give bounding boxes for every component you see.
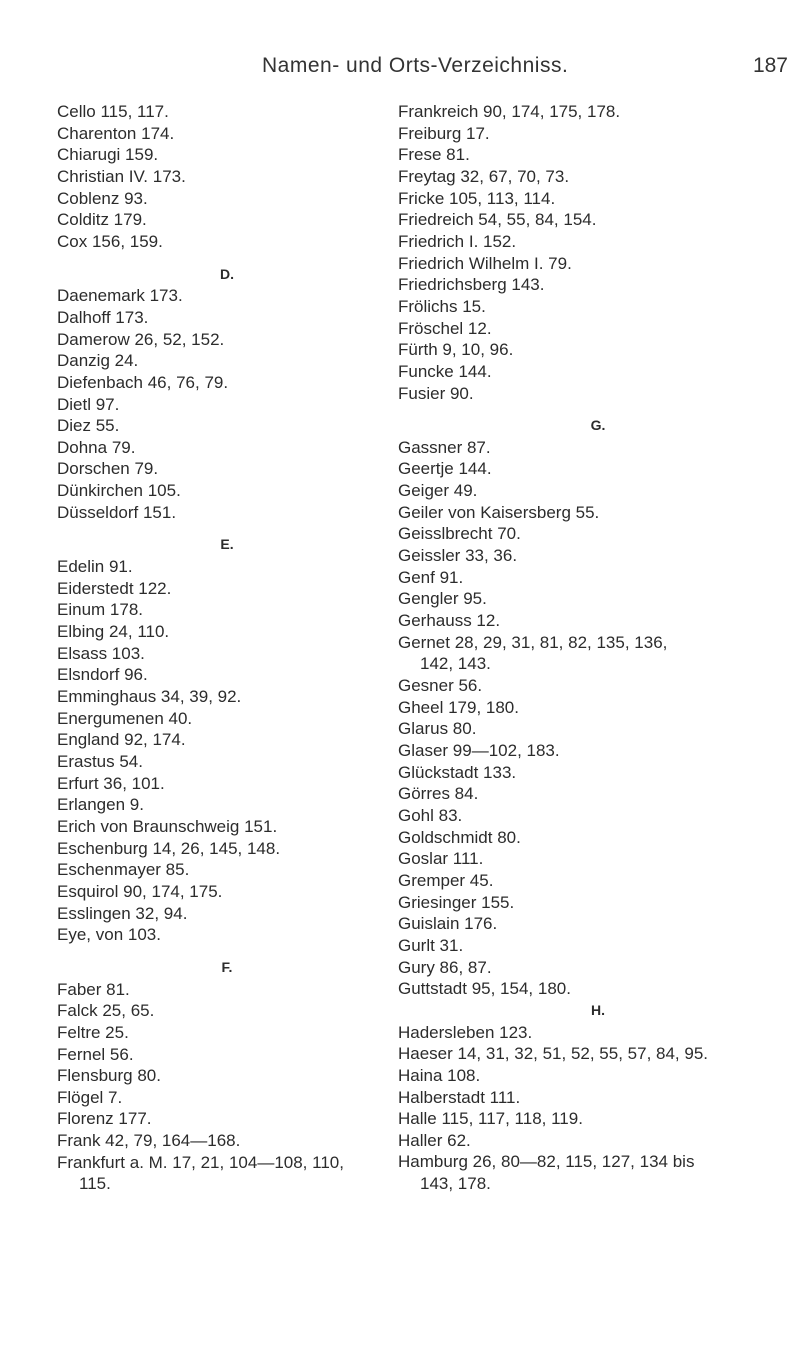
index-entry: Fürth 9, 10, 96.: [398, 340, 514, 360]
index-entry: Dorschen 79.: [57, 459, 159, 479]
index-entry: Halle 115, 117, 118, 119.: [398, 1109, 583, 1129]
index-entry: Gurlt 31.: [398, 935, 464, 955]
index-entry: Frankreich 90, 174, 175, 178.: [398, 102, 621, 121]
index-entry: Hadersleben 123.: [398, 1022, 533, 1042]
index-entry: Frankfurt a. M. 17, 21, 104—108, 110,: [57, 1152, 344, 1172]
index-entry: Halberstadt 111.: [398, 1087, 521, 1107]
index-entry: Haeser 14, 31, 32, 51, 52, 55, 57, 84, 95.: [398, 1044, 709, 1064]
index-entry: Gremper 45.: [398, 870, 494, 890]
index-entry: Erfurt 36, 101.: [57, 773, 165, 793]
index-entry: Gohl 83.: [398, 805, 463, 825]
section-letter-d: D.: [220, 265, 234, 282]
page-header: [0, 52, 800, 84]
index-entry: Dietl 97.: [57, 394, 120, 414]
index-entry: Energumenen 40.: [57, 708, 193, 728]
index-column-left: [57, 101, 397, 1195]
index-entry: Geertje 144.: [398, 459, 492, 479]
index-entry: Faber 81.: [57, 979, 130, 999]
index-entry: Flögel 7.: [57, 1087, 123, 1107]
index-entry: Friedrichsberg 143.: [398, 275, 545, 295]
index-entry: Eye, von 103.: [57, 925, 161, 945]
section-letter-f: F.: [221, 958, 233, 975]
index-entry: Gesner 56.: [398, 676, 483, 696]
index-entry: Emminghaus 34, 39, 92.: [57, 687, 242, 707]
index-entry: Geissler 33, 36.: [398, 546, 518, 566]
index-entry: Gury 86, 87.: [398, 957, 492, 977]
index-entry: Dalhoff 173.: [57, 307, 149, 327]
index-entry: Freytag 32, 67, 70, 73.: [398, 166, 570, 186]
index-entry: Coblenz 93.: [57, 188, 148, 208]
index-entry: Goslar 111.: [398, 849, 484, 869]
index-entry: Edelin 91.: [57, 557, 133, 577]
index-entry: Flensburg 80.: [57, 1066, 161, 1086]
index-entry: Fröschel 12.: [398, 318, 492, 338]
index-entry: Diefenbach 46, 76, 79.: [57, 372, 229, 392]
index-entry: Esslingen 32, 94.: [57, 903, 188, 923]
index-entry: Elsass 103.: [57, 643, 145, 663]
index-entry: Chiarugi 159.: [57, 145, 159, 165]
index-entry: Christian IV. 173.: [57, 166, 186, 186]
index-entry: Gerhauss 12.: [398, 611, 501, 631]
index-entry: Eiderstedt 122.: [57, 578, 172, 598]
index-entry: Friedrich I. 152.: [398, 231, 517, 251]
index-entry: Hamburg 26, 80—82, 115, 127, 134 bis: [398, 1152, 695, 1172]
index-entry: Geiger 49.: [398, 481, 478, 501]
index-entry: Gengler 95.: [398, 589, 487, 609]
index-entry: Düsseldorf 151.: [57, 502, 177, 522]
index-entry-continuation: 115.: [79, 1174, 111, 1194]
index-entry: Fusier 90.: [398, 383, 474, 403]
index-entry: Funcke 144.: [398, 361, 492, 381]
index-entry: Frese 81.: [398, 145, 470, 165]
index-entry: Friedrich Wilhelm I. 79.: [398, 253, 572, 273]
index-entry: Friedreich 54, 55, 84, 154.: [398, 210, 597, 230]
index-entry: Gassner 87.: [398, 437, 491, 457]
index-entry: Elsndorf 96.: [57, 665, 148, 685]
index-entry: Diez 55.: [57, 416, 120, 436]
index-entry: Falck 25, 65.: [57, 1001, 155, 1021]
index-entry: Esquirol 90, 174, 175.: [57, 881, 223, 901]
section-letter-e: E.: [220, 536, 234, 553]
index-entry: Einum 178.: [57, 600, 143, 620]
index-entry: Glarus 80.: [398, 719, 477, 739]
running-title: Namen- und Orts-Verzeichniss.: [262, 54, 569, 77]
index-entry: Glückstadt 133.: [398, 762, 517, 782]
index-entry: Gheel 179, 180.: [398, 697, 519, 717]
index-entry: Cello 115, 117.: [57, 102, 169, 121]
index-entry: Eschenmayer 85.: [57, 860, 190, 880]
index-column-right: [398, 101, 798, 1195]
index-entry: Frank 42, 79, 164—168.: [57, 1131, 241, 1151]
index-entry: Damerow 26, 52, 152.: [57, 329, 225, 349]
index-entry: Charenton 174.: [57, 123, 175, 143]
index-entry: Frölichs 15.: [398, 296, 486, 316]
index-entry: Griesinger 155.: [398, 892, 515, 912]
index-entry: Fricke 105, 113, 114.: [398, 188, 556, 208]
index-entry: Dünkirchen 105.: [57, 481, 181, 501]
index-entry: Genf 91.: [398, 567, 464, 587]
index-entry: Haina 108.: [398, 1065, 481, 1085]
index-entry: Cox 156, 159.: [57, 231, 163, 251]
index-entry: Gernet 28, 29, 31, 81, 82, 135, 136,: [398, 632, 668, 652]
index-entry: Glaser 99—102, 183.: [398, 741, 560, 761]
index-entry: Colditz 179.: [57, 210, 147, 230]
index-entry: Haller 62.: [398, 1130, 471, 1150]
section-letter-h: H.: [591, 1001, 605, 1018]
index-entry: Guislain 176.: [398, 914, 498, 934]
index-entry: Guttstadt 95, 154, 180.: [398, 979, 571, 999]
index-entry: Elbing 24, 110.: [57, 622, 170, 642]
index-entry-continuation: 142, 143.: [420, 654, 491, 674]
index-entry: Görres 84.: [398, 784, 479, 804]
index-entry: Dohna 79.: [57, 437, 136, 457]
page-number: 187: [752, 54, 788, 77]
index-entry: Danzig 24.: [57, 351, 139, 371]
index-entry: Erastus 54.: [57, 752, 143, 771]
index-entry: Eschenburg 14, 26, 145, 148.: [57, 838, 281, 858]
index-entry: Daenemark 173.: [57, 286, 183, 306]
index-entry: Fernel 56.: [57, 1044, 134, 1064]
index-entry: Erich von Braunschweig 151.: [57, 816, 278, 836]
index-entry: Goldschmidt 80.: [398, 827, 521, 847]
index-entry: Geisslbrecht 70.: [398, 524, 521, 544]
section-letter-g: G.: [590, 417, 606, 434]
index-entry: Erlangen 9.: [57, 795, 144, 815]
index-entry: Geiler von Kaisersberg 55.: [398, 502, 600, 522]
index-entry: England 92, 174.: [57, 730, 186, 750]
index-entry: Florenz 177.: [57, 1109, 152, 1129]
index-entry-continuation: 143, 178.: [420, 1174, 491, 1194]
index-entry: Feltre 25.: [57, 1022, 129, 1042]
index-entry: Freiburg 17.: [398, 123, 490, 143]
